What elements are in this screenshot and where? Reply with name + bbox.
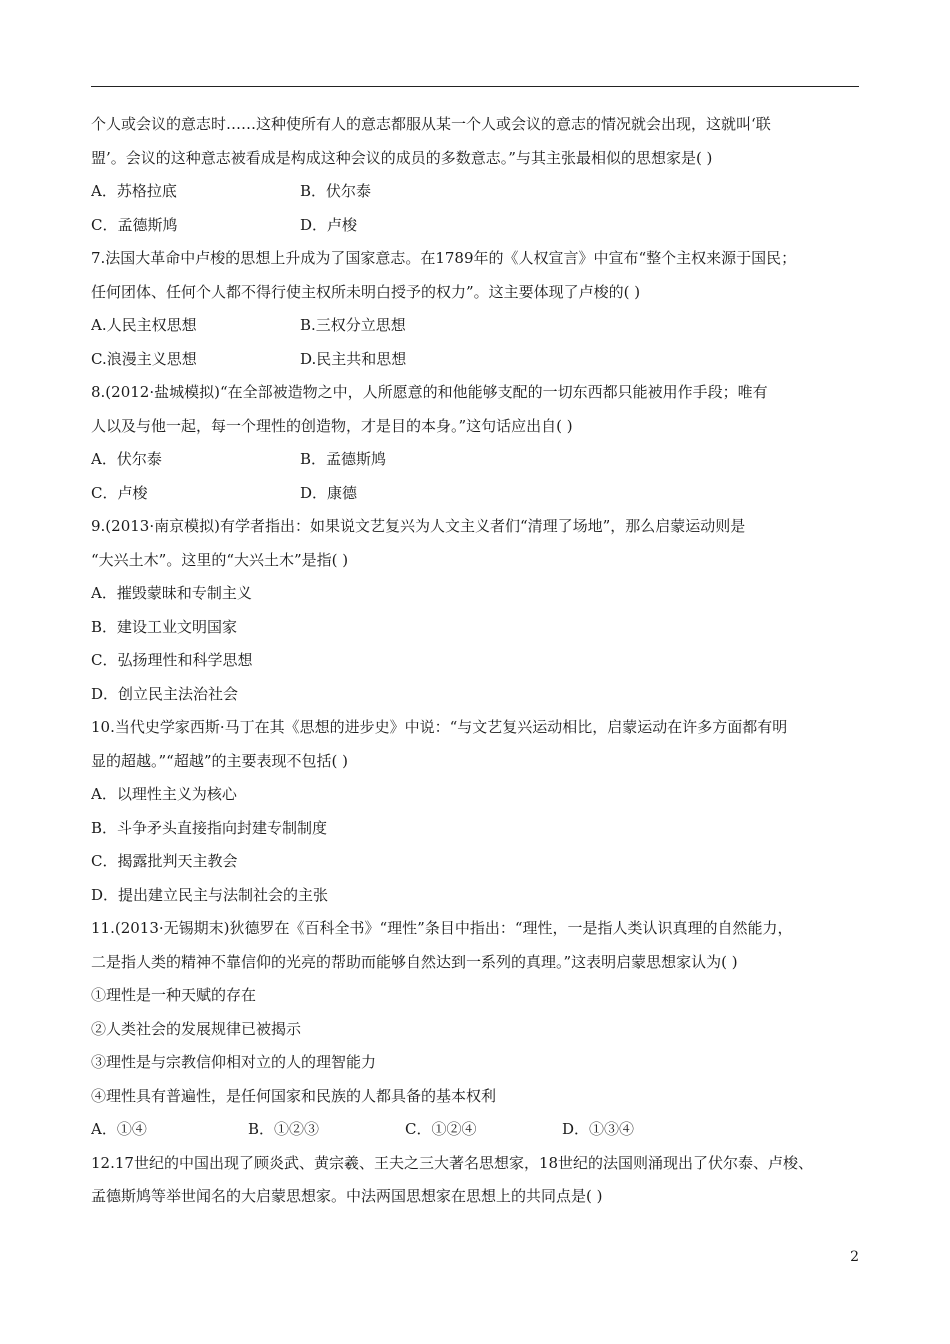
text-line: 显的超越。”“超越”的主要表现不包括( ) <box>91 751 348 770</box>
option-row <box>91 348 863 370</box>
text-line: ②人类社会的发展规律已被揭示 <box>91 1019 302 1038</box>
text-line: 12.17世纪的中国出现了顾炎武、黄宗羲、王夫之三大著名思想家，18世纪的法国则涌现出了伏尔泰、卢梭、 <box>91 1153 814 1172</box>
text-line: C．弘扬理性和科学思想 <box>91 651 253 669</box>
text-line: 8.(2012·盐城模拟)“在全部被造物之中，人所愿意的和他能够支配的一切东西都只能被用作手段；唯有 <box>91 383 768 401</box>
text-line: 个人或会议的意志时……这种使所有人的意志都服从某一个人或会议的意志的情况就会出现，这就叫‘联 <box>91 115 771 133</box>
option-item: A．苏格拉底 <box>91 182 177 200</box>
option-row <box>91 180 863 202</box>
header-rule <box>91 86 859 87</box>
text-line: “大兴土木”。这里的“大兴土木”是指( ) <box>91 550 349 569</box>
text-line: ①理性是一种天赋的存在 <box>91 986 257 1004</box>
document-body <box>91 113 863 1219</box>
option-item: D．卢梭 <box>300 215 358 234</box>
option-row <box>91 314 863 336</box>
option-item: B．伏尔泰 <box>300 182 372 200</box>
text-line: A．以理性主义为核心 <box>91 785 237 803</box>
option-item: C．①②④ <box>405 1120 477 1138</box>
option-item: C.浪漫主义思想 <box>91 349 197 368</box>
option-row <box>91 214 863 236</box>
text-line: 10.当代史学家西斯·马丁在其《思想的进步史》中说：“与文艺复兴运动相比，启蒙运动在许多方面都有明 <box>91 718 788 736</box>
text-line: 人以及与他一起，每一个理性的创造物，才是目的本身。”这句话应出自( ) <box>91 416 573 435</box>
option-item: B.三权分立思想 <box>300 316 406 334</box>
option-item: C．孟德斯鸠 <box>91 215 178 234</box>
text-line: A．摧毁蒙昧和专制主义 <box>91 584 252 602</box>
option-item: D．康德 <box>300 483 358 502</box>
option-item: A.人民主权思想 <box>91 316 197 334</box>
text-line: D．创立民主法治社会 <box>91 684 239 703</box>
option-item: B．①②③ <box>248 1120 320 1138</box>
text-line: ③理性是与宗教信仰相对立的人的理智能力 <box>91 1053 377 1071</box>
text-line: 二是指人类的精神不靠信仰的光亮的帮助而能够自然达到一系列的真理。”这表明启蒙思想家认为( ) <box>91 952 738 971</box>
text-line: 任何团体、任何个人都不得行使主权所未明白授予的权力”。这主要体现了卢梭的( ) <box>91 282 641 301</box>
text-line: 孟德斯鸠等举世闻名的大启蒙思想家。中法两国思想家在思想上的共同点是( ) <box>91 1187 603 1205</box>
page-number: 2 <box>850 1249 859 1265</box>
text-line: C．揭露批判天主教会 <box>91 852 238 870</box>
option-item: D.民主共和思想 <box>300 349 407 368</box>
option-item: A．①④ <box>91 1120 147 1138</box>
option-row <box>91 482 863 504</box>
option-item: D．①③④ <box>562 1120 635 1138</box>
text-line: B．建设工业文明国家 <box>91 617 238 636</box>
option-item: A．伏尔泰 <box>91 450 162 468</box>
text-line: 11.(2013·无锡期末)狄德罗在《百科全书》“理性”条目中指出：“理性，一是指人类认识真理的自然能力， <box>91 919 793 937</box>
text-line: B．斗争矛头直接指向封建专制制度 <box>91 818 328 837</box>
text-line: 盟’。会议的这种意志被看成是构成这种会议的成员的多数意志。”与其主张最相似的思想家是( ) <box>91 148 713 167</box>
text-line: 7.法国大革命中卢梭的思想上升成为了国家意志。在1789年的《人权宣言》中宣布“整个主权来源于国民； <box>91 249 797 267</box>
option-row <box>91 448 863 470</box>
text-line: 9.(2013·南京模拟)有学者指出：如果说文艺复兴为人文主义者们“清理了场地”，那么启蒙运动则是 <box>91 517 746 535</box>
text-line: ④理性具有普遍性，是任何国家和民族的人都具备的基本权利 <box>91 1086 497 1105</box>
text-line: D．提出建立民主与法制社会的主张 <box>91 885 329 904</box>
option-item: B．孟德斯鸠 <box>300 450 387 468</box>
option-item: C．卢梭 <box>91 483 148 502</box>
option-row <box>91 1118 863 1140</box>
